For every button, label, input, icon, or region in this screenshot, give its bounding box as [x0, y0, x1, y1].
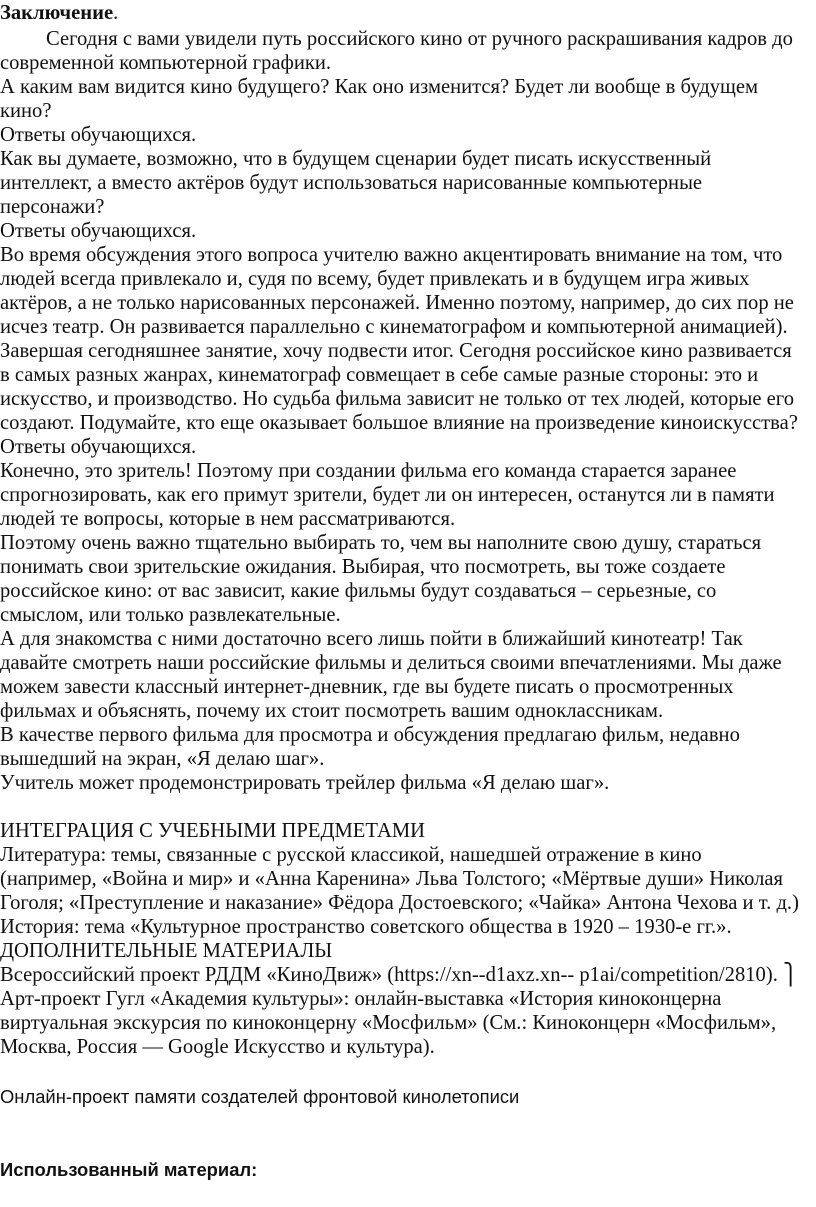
- body-line: Поэтому очень важно тщательно выбирать то, чем вы наполните свою душу, стараться: [0, 532, 762, 554]
- body-line: людей всегда привлекало и, судя по всему, будет привлекать и в будущем игра живых: [0, 268, 750, 290]
- body-line: интеллект, а вместо актёров будут использоваться нарисованные компьютерные: [0, 172, 703, 194]
- body-line: актёров, а не только нарисованных персонажей. Именно поэтому, например, до сих пор не: [0, 292, 794, 314]
- body-line: Как вы думаете, возможно, что в будущем сценарии будет писать искусственный: [0, 148, 712, 170]
- body-line: исчез театр. Он развивается параллельно с кинематографом и компьютерной анимацией).: [0, 316, 788, 338]
- body-line: людей те вопросы, которые в нем рассматриваются.: [0, 508, 456, 530]
- integration-line: Гоголя; «Преступление и наказание» Фёдора Достоевского; «Чайка» Антона Чехова и т. д.): [0, 892, 799, 914]
- sources-heading: Использованный материал:: [0, 1159, 258, 1180]
- additional-materials-heading: ДОПОЛНИТЕЛЬНЫЕ МАТЕРИАЛЫ: [0, 940, 333, 962]
- integration-heading: ИНТЕГРАЦИЯ С УЧЕБНЫМИ ПРЕДМЕТАМИ: [0, 820, 425, 842]
- body-line: кино?: [0, 100, 52, 122]
- body-line: Во время обсуждения этого вопроса учителю важно акцентировать внимание на том, что: [0, 244, 783, 266]
- heading-period: .: [113, 2, 119, 24]
- body-line: понимать свои зрительские ожидания. Выбирая, что посмотреть, вы тоже создаете: [0, 556, 726, 578]
- heading-line: [0, 1, 118, 25]
- body-line: спрогнозировать, как его примут зрители, будет ли он интересен, останутся ли в памяти: [0, 484, 775, 506]
- body-line: В качестве первого фильма для просмотра и обсуждения предлагаю фильм, недавно: [0, 724, 740, 746]
- body-line: А для знакомства с ними достаточно всего лишь пойти в ближайший кинотеатр! Так: [0, 628, 743, 650]
- body-line: А каким вам видится кино будущего? Как оно изменится? Будет ли вообще в будущем: [0, 76, 759, 98]
- body-line: Ответы обучающихся.: [0, 436, 197, 458]
- body-line: Конечно, это зритель! Поэтому при создании фильма его команда старается заранее: [0, 460, 737, 482]
- materials-line: Москва, Россия — Google Искусство и культура).: [0, 1036, 435, 1058]
- body-line: персонажи?: [0, 196, 105, 218]
- body-line: смыслом, или только развлекательные.: [0, 604, 341, 626]
- materials-line: Арт-проект Гугл «Академия культуры»: онлайн-выставка «История киноконцерна: [0, 988, 722, 1010]
- integration-line: Литература: темы, связанные с русской классикой, нашедшей отражение в кино: [0, 844, 702, 866]
- materials-line: Всероссийский проект РДДМ «КиноДвиж» (https://xn--d1axz.xn-- p1ai/competition/2810). ⎫: [0, 964, 799, 986]
- body-line: Ответы обучающихся.: [0, 220, 197, 242]
- body-line: Завершая сегодняшнее занятие, хочу подвести итог. Сегодня российское кино развивается: [0, 340, 792, 362]
- intro-line-2: современной компьютерной графики.: [0, 52, 332, 74]
- body-line: фильмах и объяснять, почему их стоит посмотреть вашим одноклассникам.: [0, 700, 664, 722]
- body-line: Ответы обучающихся.: [0, 124, 197, 146]
- body-line: можем завести классный интернет-дневник, где вы будете писать о просмотренных: [0, 676, 734, 698]
- conclusion-heading: Заключение: [0, 2, 114, 24]
- integration-line: История: тема «Культурное пространство советского общества в 1920 – 1930-е гг.».: [0, 916, 732, 938]
- materials-line: виртуальная экскурсия по киноконцерну «Мосфильм» (См.: Киноконцерн «Мосфильм»,: [0, 1012, 777, 1034]
- online-project-line: Онлайн-проект памяти создателей фронтовой кинолетописи: [0, 1086, 520, 1107]
- body-line: российское кино: от вас зависит, какие фильмы будут создаваться – серьезные, со: [0, 580, 717, 602]
- body-line: давайте смотреть наши российские фильмы и делиться своими впечатлениями. Мы даже: [0, 652, 782, 674]
- integration-line: (например, «Война и мир» и «Анна Каренина» Льва Толстого; «Мёртвые души» Николая: [0, 868, 784, 890]
- body-line: в самых разных жанрах, кинематограф совмещает в себе самые разные стороны: это и: [0, 364, 759, 386]
- body-line: создают. Подумайте, кто еще оказывает большое влияние на произведение киноискусства?: [0, 412, 798, 434]
- body-line: вышедший на экран, «Я делаю шаг».: [0, 748, 325, 770]
- body-line: Учитель может продемонстрировать трейлер фильма «Я делаю шаг».: [0, 772, 610, 794]
- body-line: искусство, и производство. Но судьба фильма зависит не только от тех людей, которые его: [0, 388, 794, 410]
- intro-line-1: Сегодня с вами увидели путь российского кино от ручного раскрашивания кадров до: [46, 28, 793, 50]
